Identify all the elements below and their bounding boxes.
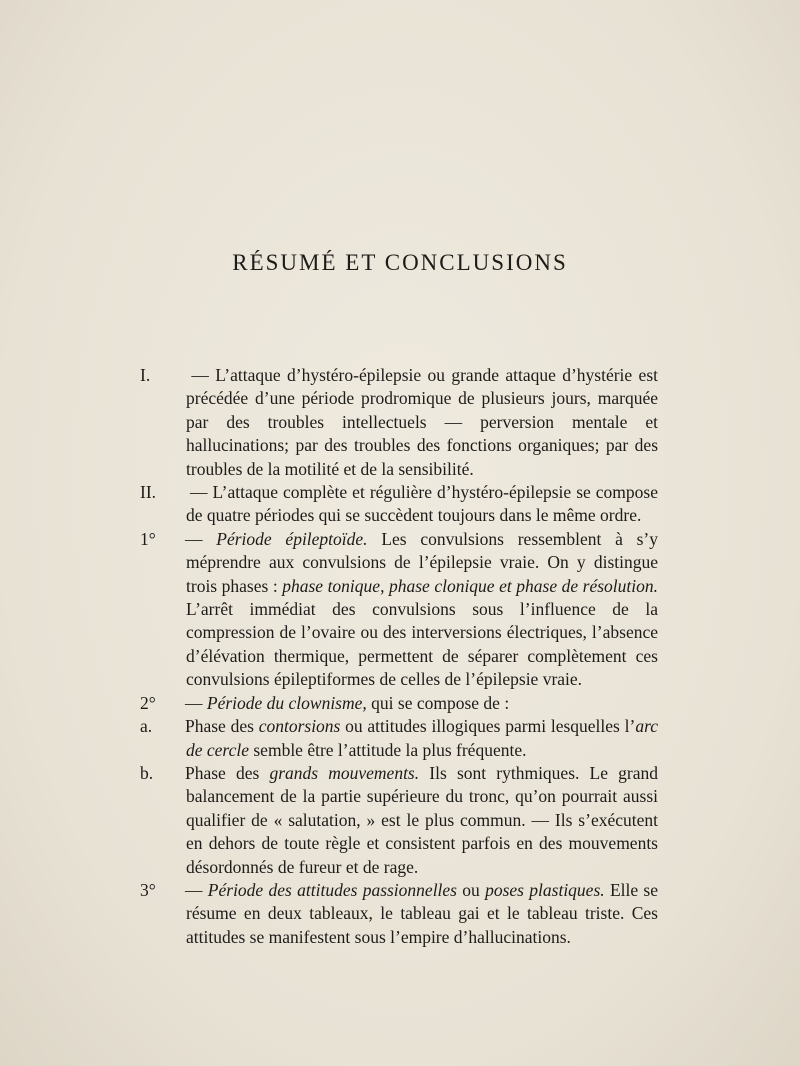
paragraph-marker: II.	[140, 482, 157, 503]
paragraph-lead: —	[185, 528, 217, 549]
paragraph-6	[140, 762, 658, 879]
document-body	[140, 364, 659, 949]
paragraph-text: ou attitudes illogiques parmi lesquelles l’	[340, 716, 636, 737]
paragraph-text: Les convulsions ressemblent à s’y méprendre aux convulsions de l’épilepsie vraie. On y distingue trois phases :	[186, 528, 659, 596]
paragraph-marker: I.	[140, 365, 151, 385]
paragraph-3	[140, 528, 659, 692]
paragraph-text: — L’attaque d’hystéro-épilepsie ou grande attaque d’hystérie est précédée d’une période prodromique de plusieurs jours, marquée par des troubles intellectuels — perversion mentale et hallucinations; par des troubles des fonctions organiques; par des troubles de la motilité et de la sensibilité.	[186, 365, 658, 479]
paragraph-italic: grands mouvements.	[269, 762, 420, 783]
paragraph-italic: contorsions	[258, 716, 341, 737]
paragraph-2	[140, 481, 659, 528]
paragraph-italic-2: phase tonique, phase clonique et phase de résolution.	[282, 575, 658, 596]
paragraph-text-2: semble être l’attitude la plus fréquente.	[249, 739, 527, 760]
paragraph-italic: Période du clownisme,	[206, 692, 367, 713]
paragraph-italic-2: poses plastiques.	[485, 879, 605, 900]
paragraph-text-2: L’arrêt immédiat des convulsions sous l’influence de la compression de l’ovaire ou des interversions électriques, l’absence d’élévation thermique, permettent de séparer complètement ces convulsions épileptiformes de celles de l’épilepsie vraie.	[186, 599, 658, 690]
paragraph-italic: Période épileptoïde.	[216, 528, 368, 549]
paragraph-1	[140, 364, 658, 481]
paragraph-text: ou	[457, 879, 486, 900]
paragraph-lead: Phase des	[185, 716, 259, 737]
paragraph-text: Ils sont rythmiques. Le grand balancement de la partie supérieure du tronc, qu’on pourrait aussi qualifier de « salutation, » est le plus commun. — Ils s’exécutent en dehors de toute règle et consistent parfois en des mouvements désordonnés de fureur et de rage.	[186, 762, 658, 877]
page-title: RÉSUMÉ ET CONCLUSIONS	[232, 250, 568, 275]
paragraph-marker: 2°	[140, 692, 156, 713]
paragraph-text: qui se compose de :	[366, 692, 510, 713]
paragraph-5	[140, 715, 658, 762]
paragraph-italic: Période des attitudes passionnelles	[207, 879, 457, 900]
paragraph-marker: 3°	[140, 879, 156, 900]
paragraph-lead: Phase des	[185, 762, 270, 783]
paragraph-marker: a.	[140, 716, 153, 737]
paragraph-text-2: Elle se résume en deux tableaux, le tableau gai et le tableau triste. Ces attitudes se manifestent sous l’empire d’hallucinations.	[186, 879, 658, 947]
paragraph-7	[140, 879, 658, 949]
paragraph-text: — L’attaque complète et régulière d’hystéro-épilepsie se compose de quatre périodes qui se succèdent toujours dans le même ordre.	[186, 482, 659, 526]
paragraph-italic-2: arc de cercle	[186, 716, 658, 760]
paragraph-marker: b.	[140, 762, 154, 783]
paragraph-4	[140, 692, 658, 715]
paragraph-marker: 1°	[140, 528, 156, 549]
paragraph-lead: —	[185, 879, 208, 900]
paragraph-lead: —	[185, 692, 207, 713]
